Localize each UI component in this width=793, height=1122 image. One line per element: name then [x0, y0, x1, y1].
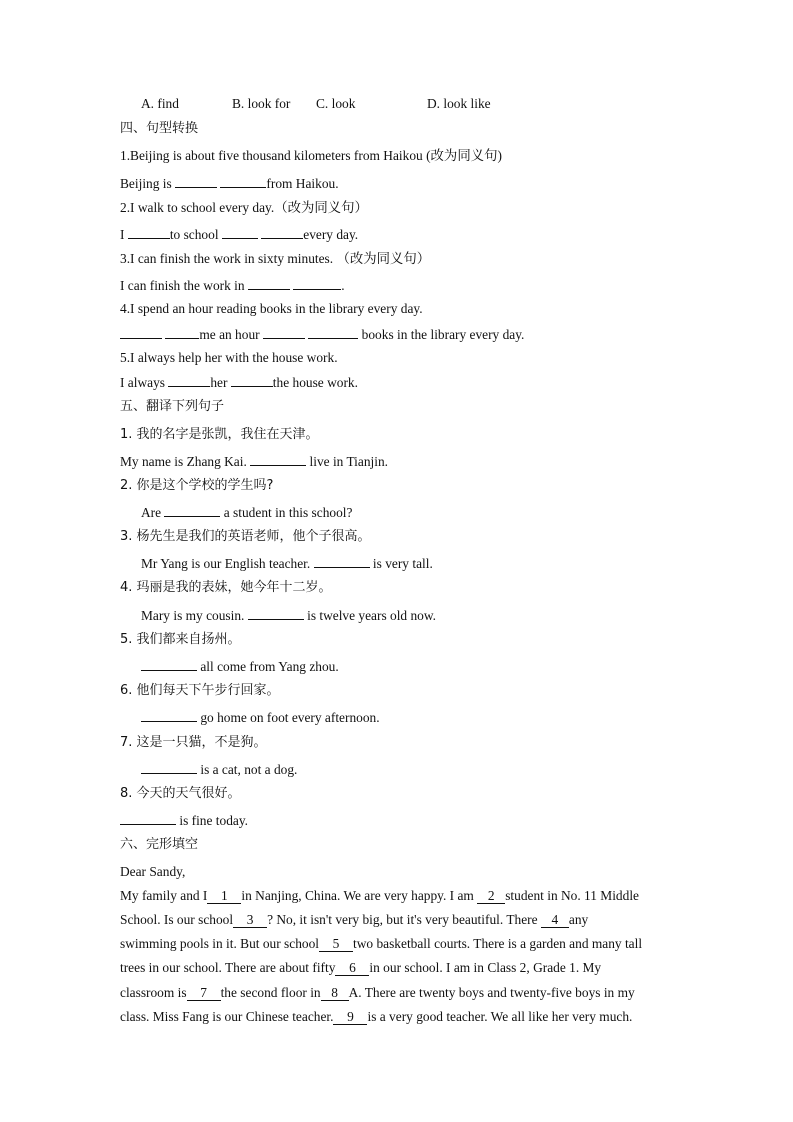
cloze-line-5: classroom is 7 the second floor in 8 A. There are twenty boys and twenty-five boys in my — [120, 985, 635, 1000]
cloze-blank-8: 8 — [321, 986, 349, 1001]
s4-question-1: 1.Beijing is about five thousand kilometers from Haikou (改为同义句) — [120, 148, 502, 163]
option-c: C. look — [316, 96, 356, 111]
s4-question-3: 3.I can finish the work in sixty minutes. （改为同义句） — [120, 251, 431, 266]
cloze-blank-7: 7 — [187, 986, 221, 1001]
s4-answer-3: I can finish the work in . — [120, 278, 345, 293]
cloze-blank-5: 5 — [319, 937, 353, 952]
cloze-blank-4: 4 — [541, 913, 569, 928]
s5-en-1: My name is Zhang Kai. live in Tianjin. — [120, 454, 389, 469]
s4-answer-4: me an hour books in the library every day. — [120, 326, 524, 343]
s5-en-4: Mary is my cousin. is twelve years old now. — [141, 608, 437, 623]
option-b: B. look for — [232, 96, 291, 111]
s4-question-5: 5.I always help her with the house work. — [120, 350, 338, 365]
cloze-blank-1: 1 — [207, 889, 241, 904]
s5-en-2: Are a student in this school? — [141, 505, 353, 520]
s5-en-8: is fine today. — [120, 812, 248, 829]
s5-en-6: go home on foot every afternoon. — [141, 709, 380, 726]
s4-question-4: 4.I spend an hour reading books in the library every day. — [120, 301, 423, 316]
cloze-blank-9: 9 — [333, 1010, 367, 1025]
s5-zh-8: 8. 今天的天气很好。 — [120, 786, 241, 801]
cloze-line-6: class. Miss Fang is our Chinese teacher. 9 is a very good teacher. We all like her very much. — [120, 1009, 633, 1024]
cloze-line-4: trees in our school. There are about fifty 6 in our school. I am in Class 2, Grade 1. My — [120, 960, 602, 975]
cloze-blank-3: 3 — [233, 913, 267, 928]
s5-en-5: all come from Yang zhou. — [141, 658, 339, 675]
cloze-blank-6: 6 — [335, 961, 369, 976]
s4-question-2: 2.I walk to school every day.（改为同义句） — [120, 200, 368, 215]
s5-zh-5: 5. 我们都来自扬州。 — [120, 632, 241, 647]
s5-zh-3: 3. 杨先生是我们的英语老师，他个子很高。 — [120, 529, 371, 544]
s5-en-7: is a cat, not a dog. — [141, 761, 297, 778]
s5-zh-7: 7. 这是一只猫，不是狗。 — [120, 735, 267, 750]
section4-title: 四、句型转换 — [120, 121, 199, 136]
s4-answer-1: Beijing is from Haikou. — [120, 176, 339, 191]
cloze-line-1: My family and I 1 in Nanjing, China. We are very happy. I am 2 student in No. 11 Middle — [120, 888, 639, 903]
letter-greeting: Dear Sandy, — [120, 864, 186, 879]
s5-zh-1: 1. 我的名字是张凯，我住在天津。 — [120, 427, 319, 442]
option-a: A. find — [141, 96, 179, 111]
s5-en-3: Mr Yang is our English teacher. is very tall. — [141, 556, 433, 571]
s5-zh-2: 2. 你是这个学校的学生吗? — [120, 478, 274, 493]
section6-title: 六、完形填空 — [120, 837, 199, 852]
s5-zh-6: 6. 他们每天下午步行回家。 — [120, 683, 280, 698]
option-d: D. look like — [427, 96, 491, 111]
cloze-line-3: swimming pools in it. But our school 5 two basketball courts. There is a garden and many tall — [120, 936, 643, 951]
s4-answer-5: I always her the house work. — [120, 375, 358, 390]
section5-title: 五、翻译下列句子 — [120, 399, 225, 414]
cloze-blank-2: 2 — [477, 889, 505, 904]
cloze-line-2: School. Is our school 3 ? No, it isn't very big, but it's very beautiful. There 4 any — [120, 912, 589, 927]
s4-answer-2: I to school every day. — [120, 227, 359, 242]
s5-zh-4: 4. 玛丽是我的表妹，她今年十二岁。 — [120, 580, 332, 595]
